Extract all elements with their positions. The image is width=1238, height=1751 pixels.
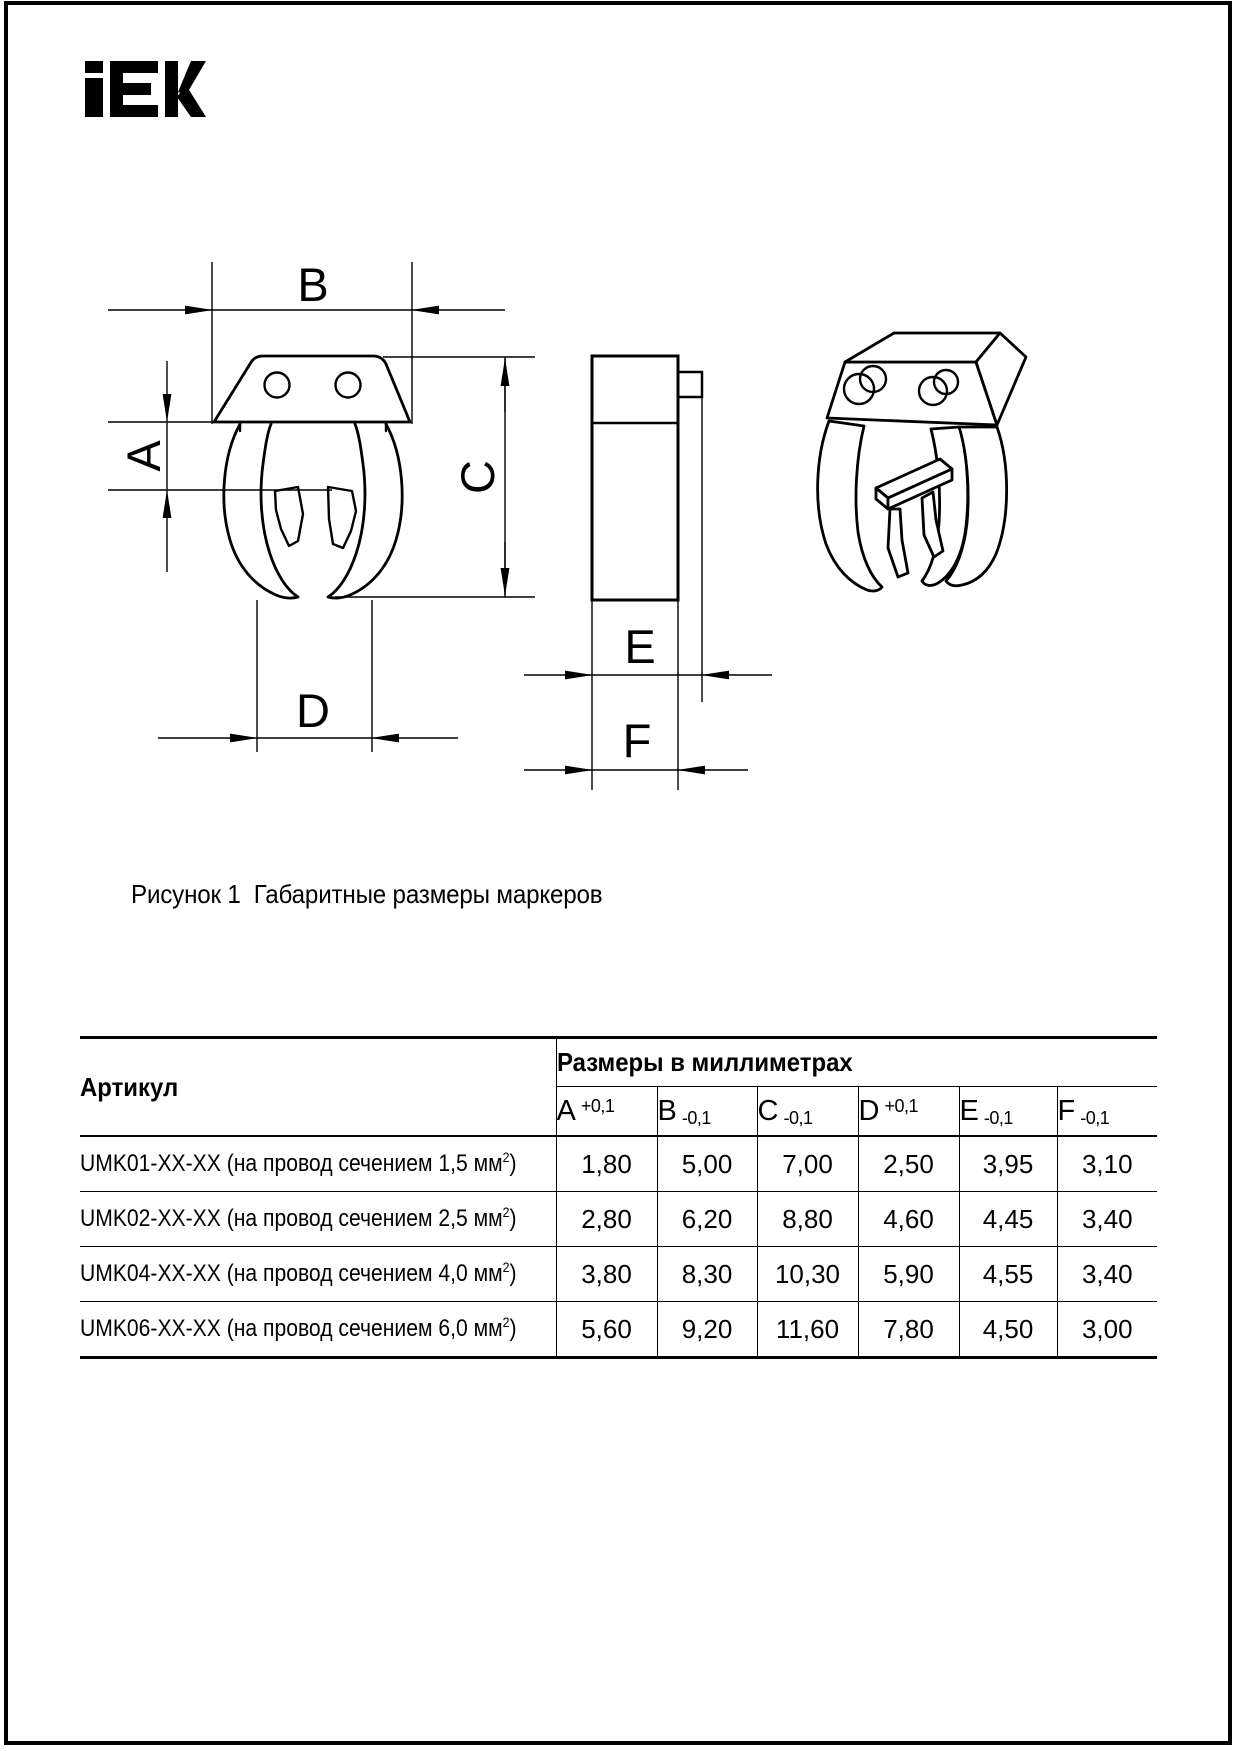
dim-label-a: A <box>117 440 170 472</box>
article-close: ) <box>509 1260 517 1287</box>
table-row <box>80 1247 1157 1302</box>
column-letter: F <box>1057 1094 1076 1127</box>
table-row <box>80 1192 1157 1247</box>
iso-prong-hang-left <box>888 509 908 577</box>
front-leg-right <box>328 424 402 598</box>
article-text: UMK06-XX-XX (на провод сечением 6,0 мм <box>80 1315 503 1342</box>
dim-label-e: E <box>624 620 656 673</box>
value-cell: 4,60 <box>858 1192 959 1247</box>
article-cell <box>80 1302 556 1358</box>
table-header-article-label: Артикул <box>80 1071 179 1102</box>
front-prong-left <box>275 487 303 546</box>
column-letter: B <box>657 1094 677 1127</box>
iso-cap-front <box>827 362 997 425</box>
table-row <box>80 1136 1157 1192</box>
article-cell <box>80 1247 556 1302</box>
column-header-f <box>1057 1087 1157 1137</box>
value-cell: 3,40 <box>1057 1192 1157 1247</box>
dimension-labels <box>117 258 656 767</box>
value-cell: 4,50 <box>959 1302 1057 1358</box>
dim-label-b: B <box>297 258 329 311</box>
value-cell: 5,60 <box>556 1302 657 1358</box>
column-letter: D <box>858 1094 880 1127</box>
column-header-c <box>757 1087 858 1137</box>
article-superscript: 2 <box>502 1149 510 1165</box>
table-row <box>80 1302 1157 1358</box>
column-header-d <box>858 1087 959 1137</box>
column-tolerance: -0,1 <box>1080 1107 1110 1128</box>
column-header-b <box>657 1087 757 1137</box>
column-header-a <box>556 1087 657 1137</box>
dim-label-c: C <box>451 460 504 494</box>
value-cell: 3,40 <box>1057 1247 1157 1302</box>
front-cap-outline <box>214 356 410 422</box>
value-cell: 1,80 <box>556 1136 657 1192</box>
dimension-lines <box>108 262 772 770</box>
column-tolerance: -0,1 <box>983 1107 1013 1128</box>
value-cell: 5,90 <box>858 1247 959 1302</box>
table-header-sizes <box>556 1038 1157 1087</box>
article-superscript: 2 <box>502 1259 510 1275</box>
column-tolerance: -0,1 <box>681 1107 711 1128</box>
value-cell: 4,45 <box>959 1192 1057 1247</box>
value-cell: 11,60 <box>757 1302 858 1358</box>
iso-cap-top <box>845 333 1000 362</box>
marker-dimension-drawing <box>0 0 1238 840</box>
value-cell: 3,00 <box>1057 1302 1157 1358</box>
column-letter: C <box>757 1094 779 1127</box>
column-letter: E <box>959 1094 979 1127</box>
value-cell: 3,95 <box>959 1136 1057 1192</box>
value-cell: 10,30 <box>757 1247 858 1302</box>
value-cell: 6,20 <box>657 1192 757 1247</box>
value-cell: 8,30 <box>657 1247 757 1302</box>
front-hole-right <box>336 373 361 398</box>
article-text: UMK04-XX-XX (на провод сечением 4,0 мм <box>80 1260 503 1287</box>
iso-leg-left <box>818 421 882 591</box>
table-header-article <box>80 1038 556 1137</box>
value-cell: 9,20 <box>657 1302 757 1358</box>
front-view <box>214 356 410 598</box>
column-header-e <box>959 1087 1057 1137</box>
column-tolerance: -0,1 <box>783 1107 813 1128</box>
front-hole-left <box>265 373 290 398</box>
figure-caption: Рисунок 1 Габаритные размеры маркеров <box>131 879 603 909</box>
value-cell: 7,00 <box>757 1136 858 1192</box>
side-tab <box>678 372 702 397</box>
value-cell: 8,80 <box>757 1192 858 1247</box>
value-cell: 2,80 <box>556 1192 657 1247</box>
dimensions-table <box>80 1036 1157 1359</box>
value-cell: 5,00 <box>657 1136 757 1192</box>
value-cell: 3,10 <box>1057 1136 1157 1192</box>
column-tolerance: +0,1 <box>884 1095 918 1116</box>
article-close: ) <box>509 1205 517 1232</box>
dim-label-d: D <box>296 684 330 737</box>
article-superscript: 2 <box>502 1314 510 1330</box>
iso-view <box>818 333 1026 591</box>
article-cell <box>80 1192 556 1247</box>
value-cell: 3,80 <box>556 1247 657 1302</box>
side-body <box>592 356 678 600</box>
article-superscript: 2 <box>502 1204 510 1220</box>
article-close: ) <box>509 1150 517 1177</box>
value-cell: 2,50 <box>858 1136 959 1192</box>
value-cell: 4,55 <box>959 1247 1057 1302</box>
front-prong-right <box>328 487 356 548</box>
value-cell: 7,80 <box>858 1302 959 1358</box>
article-text: UMK01-XX-XX (на провод сечением 1,5 мм <box>80 1150 503 1177</box>
column-tolerance: +0,1 <box>580 1095 615 1116</box>
article-close: ) <box>509 1315 517 1342</box>
dim-label-f: F <box>622 714 652 767</box>
table-header-sizes-label: Размеры в миллиметрах <box>556 1047 853 1077</box>
column-letter: A <box>556 1094 576 1127</box>
front-leg-left <box>224 424 298 598</box>
article-text: UMK02-XX-XX (на провод сечением 2,5 мм <box>80 1205 503 1232</box>
article-cell <box>80 1136 556 1192</box>
